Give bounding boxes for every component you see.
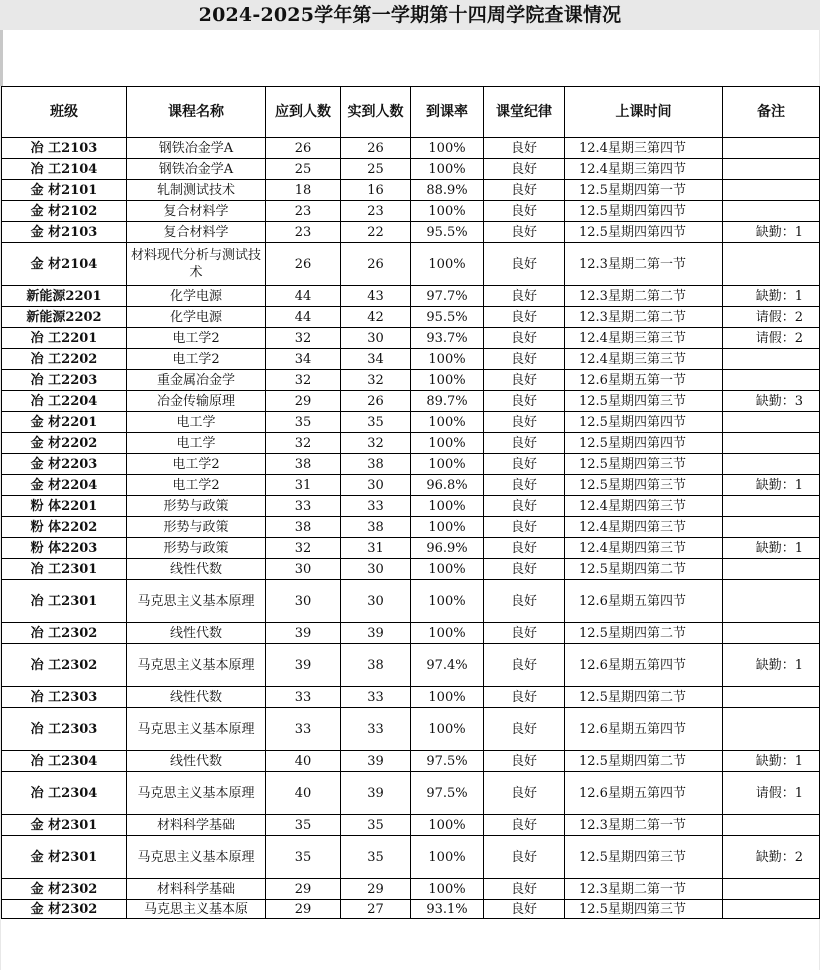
- actual-cell: 38: [341, 644, 411, 687]
- table-row: [2, 879, 820, 900]
- discipline-cell: 良好: [484, 496, 565, 517]
- discipline-cell: 良好: [484, 580, 565, 623]
- course-cell: 材料科学基础: [127, 815, 266, 836]
- note-cell: [723, 708, 820, 751]
- rate-cell: 100%: [411, 815, 484, 836]
- time-cell: 12.4星期三第三节: [565, 328, 723, 349]
- table-row: [2, 815, 820, 836]
- discipline-cell: 良好: [484, 370, 565, 391]
- actual-cell: 29: [341, 879, 411, 900]
- expected-cell: 26: [266, 138, 341, 159]
- table-row: [2, 538, 820, 559]
- expected-cell: 32: [266, 538, 341, 559]
- discipline-cell: 良好: [484, 201, 565, 222]
- table-row: [2, 475, 820, 496]
- expected-cell: 23: [266, 222, 341, 243]
- time-cell: 12.6星期五第一节: [565, 370, 723, 391]
- class-cell: 冶 工2302: [2, 644, 127, 687]
- class-cell: 金 材2202: [2, 433, 127, 454]
- time-cell: 12.5星期四第二节: [565, 687, 723, 708]
- time-cell: 12.3星期二第二节: [565, 307, 723, 328]
- course-cell: 马克思主义基本原理: [127, 708, 266, 751]
- rate-cell: 93.1%: [411, 900, 484, 919]
- course-cell: 电工学2: [127, 328, 266, 349]
- expected-cell: 38: [266, 454, 341, 475]
- table-row: [2, 222, 820, 243]
- expected-cell: 31: [266, 475, 341, 496]
- course-cell: 线性代数: [127, 751, 266, 772]
- rate-cell: 100%: [411, 412, 484, 433]
- rate-cell: 97.5%: [411, 751, 484, 772]
- note-cell: 缺勤：1: [723, 286, 820, 307]
- course-cell: 电工学: [127, 433, 266, 454]
- expected-cell: 32: [266, 328, 341, 349]
- class-cell: 金 材2103: [2, 222, 127, 243]
- rate-cell: 89.7%: [411, 391, 484, 412]
- time-cell: 12.5星期四第四节: [565, 222, 723, 243]
- table-row: [2, 580, 820, 623]
- header-discipline: 课堂纪律: [484, 87, 565, 138]
- table-row: [2, 623, 820, 644]
- course-cell: 电工学2: [127, 454, 266, 475]
- discipline-cell: 良好: [484, 644, 565, 687]
- rate-cell: 100%: [411, 687, 484, 708]
- class-cell: 冶 工2202: [2, 349, 127, 370]
- course-cell: 马克思主义基本原理: [127, 772, 266, 815]
- expected-cell: 44: [266, 286, 341, 307]
- expected-cell: 40: [266, 751, 341, 772]
- rate-cell: 100%: [411, 433, 484, 454]
- table-row: [2, 180, 820, 201]
- expected-cell: 44: [266, 307, 341, 328]
- course-cell: 材料现代分析与测试技术: [127, 243, 266, 286]
- expected-cell: 33: [266, 708, 341, 751]
- class-cell: 冶 工2203: [2, 370, 127, 391]
- course-cell: 线性代数: [127, 687, 266, 708]
- course-cell: 复合材料学: [127, 201, 266, 222]
- course-cell: 形势与政策: [127, 496, 266, 517]
- header-note: 备注: [723, 87, 820, 138]
- class-cell: 金 材2201: [2, 412, 127, 433]
- actual-cell: 33: [341, 496, 411, 517]
- rate-cell: 100%: [411, 559, 484, 580]
- note-cell: 缺勤：2: [723, 836, 820, 879]
- note-cell: [723, 900, 820, 919]
- actual-cell: 42: [341, 307, 411, 328]
- expected-cell: 25: [266, 159, 341, 180]
- rate-cell: 100%: [411, 138, 484, 159]
- course-cell: 复合材料学: [127, 222, 266, 243]
- note-cell: 缺勤：3: [723, 391, 820, 412]
- class-cell: 新能源2202: [2, 307, 127, 328]
- time-cell: 12.4星期三第四节: [565, 159, 723, 180]
- table-row: [2, 751, 820, 772]
- actual-cell: 16: [341, 180, 411, 201]
- expected-cell: 39: [266, 623, 341, 644]
- note-cell: 缺勤：1: [723, 751, 820, 772]
- actual-cell: 27: [341, 900, 411, 919]
- note-cell: [723, 517, 820, 538]
- expected-cell: 29: [266, 900, 341, 919]
- table-row: [2, 328, 820, 349]
- time-cell: 12.4星期四第三节: [565, 538, 723, 559]
- class-cell: 冶 工2104: [2, 159, 127, 180]
- discipline-cell: 良好: [484, 138, 565, 159]
- header-expected: 应到人数: [266, 87, 341, 138]
- discipline-cell: 良好: [484, 772, 565, 815]
- rate-cell: 100%: [411, 580, 484, 623]
- rate-cell: 93.7%: [411, 328, 484, 349]
- time-cell: 12.6星期五第四节: [565, 580, 723, 623]
- time-cell: 12.4星期四第三节: [565, 496, 723, 517]
- time-cell: 12.3星期二第二节: [565, 286, 723, 307]
- rate-cell: 96.9%: [411, 538, 484, 559]
- rate-cell: 97.7%: [411, 286, 484, 307]
- actual-cell: 31: [341, 538, 411, 559]
- course-cell: 化学电源: [127, 286, 266, 307]
- note-cell: [723, 412, 820, 433]
- actual-cell: 34: [341, 349, 411, 370]
- actual-cell: 26: [341, 138, 411, 159]
- table-row: [2, 836, 820, 879]
- note-cell: [723, 243, 820, 286]
- rate-cell: 97.5%: [411, 772, 484, 815]
- expected-cell: 26: [266, 243, 341, 286]
- rate-cell: 100%: [411, 623, 484, 644]
- note-cell: 请假：2: [723, 307, 820, 328]
- class-cell: 金 材2302: [2, 879, 127, 900]
- discipline-cell: 良好: [484, 538, 565, 559]
- table-row: [2, 159, 820, 180]
- class-cell: 金 材2301: [2, 836, 127, 879]
- class-cell: 金 材2302: [2, 900, 127, 919]
- expected-cell: 32: [266, 370, 341, 391]
- discipline-cell: 良好: [484, 708, 565, 751]
- rate-cell: 95.5%: [411, 222, 484, 243]
- time-cell: 12.5星期四第四节: [565, 201, 723, 222]
- header-course: 课程名称: [127, 87, 266, 138]
- note-cell: 缺勤：1: [723, 538, 820, 559]
- time-cell: 12.4星期四第三节: [565, 517, 723, 538]
- time-cell: 12.5星期四第四节: [565, 433, 723, 454]
- expected-cell: 39: [266, 644, 341, 687]
- class-cell: 冶 工2301: [2, 580, 127, 623]
- actual-cell: 22: [341, 222, 411, 243]
- course-cell: 重金属冶金学: [127, 370, 266, 391]
- rate-cell: 88.9%: [411, 180, 484, 201]
- time-cell: 12.6星期五第四节: [565, 772, 723, 815]
- note-cell: [723, 201, 820, 222]
- actual-cell: 23: [341, 201, 411, 222]
- class-cell: 金 材2104: [2, 243, 127, 286]
- course-cell: 材料科学基础: [127, 879, 266, 900]
- time-cell: 12.5星期四第四节: [565, 412, 723, 433]
- note-cell: 缺勤：1: [723, 222, 820, 243]
- table-row: [2, 900, 820, 919]
- table-row: [2, 370, 820, 391]
- actual-cell: 32: [341, 370, 411, 391]
- note-cell: [723, 433, 820, 454]
- class-cell: 冶 工2304: [2, 772, 127, 815]
- page-title: 2024-2025学年第一学期第十四周学院查课情况: [198, 4, 622, 26]
- note-cell: [723, 559, 820, 580]
- rate-cell: 100%: [411, 201, 484, 222]
- discipline-cell: 良好: [484, 180, 565, 201]
- rate-cell: 100%: [411, 836, 484, 879]
- time-cell: 12.5星期四第二节: [565, 751, 723, 772]
- note-cell: 缺勤：1: [723, 475, 820, 496]
- note-cell: [723, 138, 820, 159]
- rate-cell: 100%: [411, 454, 484, 475]
- actual-cell: 30: [341, 475, 411, 496]
- table-row: [2, 286, 820, 307]
- rate-cell: 100%: [411, 370, 484, 391]
- discipline-cell: 良好: [484, 559, 565, 580]
- course-cell: 形势与政策: [127, 538, 266, 559]
- time-cell: 12.4星期三第四节: [565, 138, 723, 159]
- table-row: [2, 517, 820, 538]
- time-cell: 12.5星期四第二节: [565, 623, 723, 644]
- header-row: [2, 87, 820, 138]
- discipline-cell: 良好: [484, 751, 565, 772]
- class-cell: 金 材2203: [2, 454, 127, 475]
- class-cell: 冶 工2302: [2, 623, 127, 644]
- table-row: [2, 708, 820, 751]
- table-row: [2, 687, 820, 708]
- expected-cell: 35: [266, 836, 341, 879]
- table-row: [2, 243, 820, 286]
- class-cell: 冶 工2301: [2, 559, 127, 580]
- rate-cell: 100%: [411, 159, 484, 180]
- actual-cell: 35: [341, 815, 411, 836]
- course-cell: 钢铁冶金学A: [127, 138, 266, 159]
- discipline-cell: 良好: [484, 475, 565, 496]
- expected-cell: 40: [266, 772, 341, 815]
- course-cell: 线性代数: [127, 559, 266, 580]
- table-row: [2, 201, 820, 222]
- note-cell: [723, 454, 820, 475]
- table-row: [2, 412, 820, 433]
- rate-cell: 100%: [411, 517, 484, 538]
- expected-cell: 30: [266, 580, 341, 623]
- class-cell: 金 材2301: [2, 815, 127, 836]
- time-cell: 12.5星期四第三节: [565, 900, 723, 919]
- time-cell: 12.5星期四第一节: [565, 180, 723, 201]
- actual-cell: 25: [341, 159, 411, 180]
- course-cell: 化学电源: [127, 307, 266, 328]
- course-cell: 钢铁冶金学A: [127, 159, 266, 180]
- actual-cell: 39: [341, 751, 411, 772]
- actual-cell: 30: [341, 580, 411, 623]
- class-cell: 冶 工2201: [2, 328, 127, 349]
- actual-cell: 38: [341, 517, 411, 538]
- row-header-gutter: [0, 30, 3, 86]
- rate-cell: 95.5%: [411, 307, 484, 328]
- table-row: [2, 644, 820, 687]
- table-row: [2, 138, 820, 159]
- time-cell: 12.5星期四第三节: [565, 454, 723, 475]
- header-rate: 到课率: [411, 87, 484, 138]
- course-cell: 马克思主义基本原理: [127, 836, 266, 879]
- time-cell: 12.6星期五第四节: [565, 708, 723, 751]
- expected-cell: 33: [266, 687, 341, 708]
- discipline-cell: 良好: [484, 243, 565, 286]
- note-cell: [723, 496, 820, 517]
- course-cell: 线性代数: [127, 623, 266, 644]
- expected-cell: 35: [266, 815, 341, 836]
- note-cell: 请假：1: [723, 772, 820, 815]
- table-row: [2, 307, 820, 328]
- note-cell: 请假：2: [723, 328, 820, 349]
- actual-cell: 39: [341, 772, 411, 815]
- expected-cell: 34: [266, 349, 341, 370]
- time-cell: 12.6星期五第四节: [565, 644, 723, 687]
- header-time: 上课时间: [565, 87, 723, 138]
- course-cell: 电工学2: [127, 475, 266, 496]
- class-cell: 新能源2201: [2, 286, 127, 307]
- course-cell: 马克思主义基本原: [127, 900, 266, 919]
- note-cell: [723, 180, 820, 201]
- discipline-cell: 良好: [484, 836, 565, 879]
- class-cell: 冶 工2303: [2, 687, 127, 708]
- class-cell: 冶 工2304: [2, 751, 127, 772]
- actual-cell: 38: [341, 454, 411, 475]
- discipline-cell: 良好: [484, 879, 565, 900]
- time-cell: 12.3星期二第一节: [565, 815, 723, 836]
- expected-cell: 32: [266, 433, 341, 454]
- discipline-cell: 良好: [484, 687, 565, 708]
- table-row: [2, 433, 820, 454]
- note-cell: [723, 687, 820, 708]
- table-row: [2, 454, 820, 475]
- course-cell: 马克思主义基本原理: [127, 644, 266, 687]
- actual-cell: 39: [341, 623, 411, 644]
- expected-cell: 30: [266, 559, 341, 580]
- course-cell: 电工学: [127, 412, 266, 433]
- discipline-cell: 良好: [484, 286, 565, 307]
- expected-cell: 29: [266, 879, 341, 900]
- course-cell: 马克思主义基本原理: [127, 580, 266, 623]
- rate-cell: 100%: [411, 243, 484, 286]
- discipline-cell: 良好: [484, 349, 565, 370]
- note-cell: [723, 159, 820, 180]
- course-cell: 电工学2: [127, 349, 266, 370]
- actual-cell: 33: [341, 687, 411, 708]
- time-cell: 12.5星期四第三节: [565, 391, 723, 412]
- time-cell: 12.5星期四第二节: [565, 559, 723, 580]
- time-cell: 12.3星期二第一节: [565, 879, 723, 900]
- time-cell: 12.4星期三第三节: [565, 349, 723, 370]
- note-cell: [723, 370, 820, 391]
- course-cell: 形势与政策: [127, 517, 266, 538]
- time-cell: 12.5星期四第三节: [565, 836, 723, 879]
- rate-cell: 100%: [411, 496, 484, 517]
- discipline-cell: 良好: [484, 623, 565, 644]
- rate-cell: 100%: [411, 349, 484, 370]
- rate-cell: 100%: [411, 708, 484, 751]
- actual-cell: 43: [341, 286, 411, 307]
- class-cell: 粉 体2201: [2, 496, 127, 517]
- discipline-cell: 良好: [484, 222, 565, 243]
- table-row: [2, 559, 820, 580]
- discipline-cell: 良好: [484, 159, 565, 180]
- discipline-cell: 良好: [484, 307, 565, 328]
- class-cell: 冶 工2103: [2, 138, 127, 159]
- time-cell: 12.5星期四第三节: [565, 475, 723, 496]
- header-actual: 实到人数: [341, 87, 411, 138]
- note-cell: [723, 580, 820, 623]
- class-cell: 冶 工2204: [2, 391, 127, 412]
- note-cell: [723, 349, 820, 370]
- table-row: [2, 349, 820, 370]
- actual-cell: 30: [341, 328, 411, 349]
- rate-cell: 96.8%: [411, 475, 484, 496]
- actual-cell: 26: [341, 243, 411, 286]
- discipline-cell: 良好: [484, 412, 565, 433]
- expected-cell: 23: [266, 201, 341, 222]
- class-cell: 金 材2204: [2, 475, 127, 496]
- attendance-table: [1, 86, 820, 919]
- discipline-cell: 良好: [484, 815, 565, 836]
- class-cell: 粉 体2202: [2, 517, 127, 538]
- note-cell: [723, 623, 820, 644]
- course-cell: 轧制测试技术: [127, 180, 266, 201]
- course-cell: 冶金传输原理: [127, 391, 266, 412]
- actual-cell: 32: [341, 433, 411, 454]
- rate-cell: 97.4%: [411, 644, 484, 687]
- class-cell: 粉 体2203: [2, 538, 127, 559]
- note-cell: 缺勤：1: [723, 644, 820, 687]
- table-row: [2, 391, 820, 412]
- actual-cell: 35: [341, 412, 411, 433]
- discipline-cell: 良好: [484, 900, 565, 919]
- time-cell: 12.3星期二第一节: [565, 243, 723, 286]
- rate-cell: 100%: [411, 879, 484, 900]
- table-row: [2, 496, 820, 517]
- table-row: [2, 772, 820, 815]
- expected-cell: 35: [266, 412, 341, 433]
- discipline-cell: 良好: [484, 391, 565, 412]
- discipline-cell: 良好: [484, 328, 565, 349]
- expected-cell: 18: [266, 180, 341, 201]
- class-cell: 金 材2102: [2, 201, 127, 222]
- expected-cell: 33: [266, 496, 341, 517]
- discipline-cell: 良好: [484, 433, 565, 454]
- actual-cell: 35: [341, 836, 411, 879]
- expected-cell: 29: [266, 391, 341, 412]
- actual-cell: 30: [341, 559, 411, 580]
- class-cell: 金 材2101: [2, 180, 127, 201]
- expected-cell: 38: [266, 517, 341, 538]
- note-cell: [723, 815, 820, 836]
- discipline-cell: 良好: [484, 517, 565, 538]
- discipline-cell: 良好: [484, 454, 565, 475]
- class-cell: 冶 工2303: [2, 708, 127, 751]
- actual-cell: 26: [341, 391, 411, 412]
- header-class: 班级: [2, 87, 127, 138]
- note-cell: [723, 879, 820, 900]
- actual-cell: 33: [341, 708, 411, 751]
